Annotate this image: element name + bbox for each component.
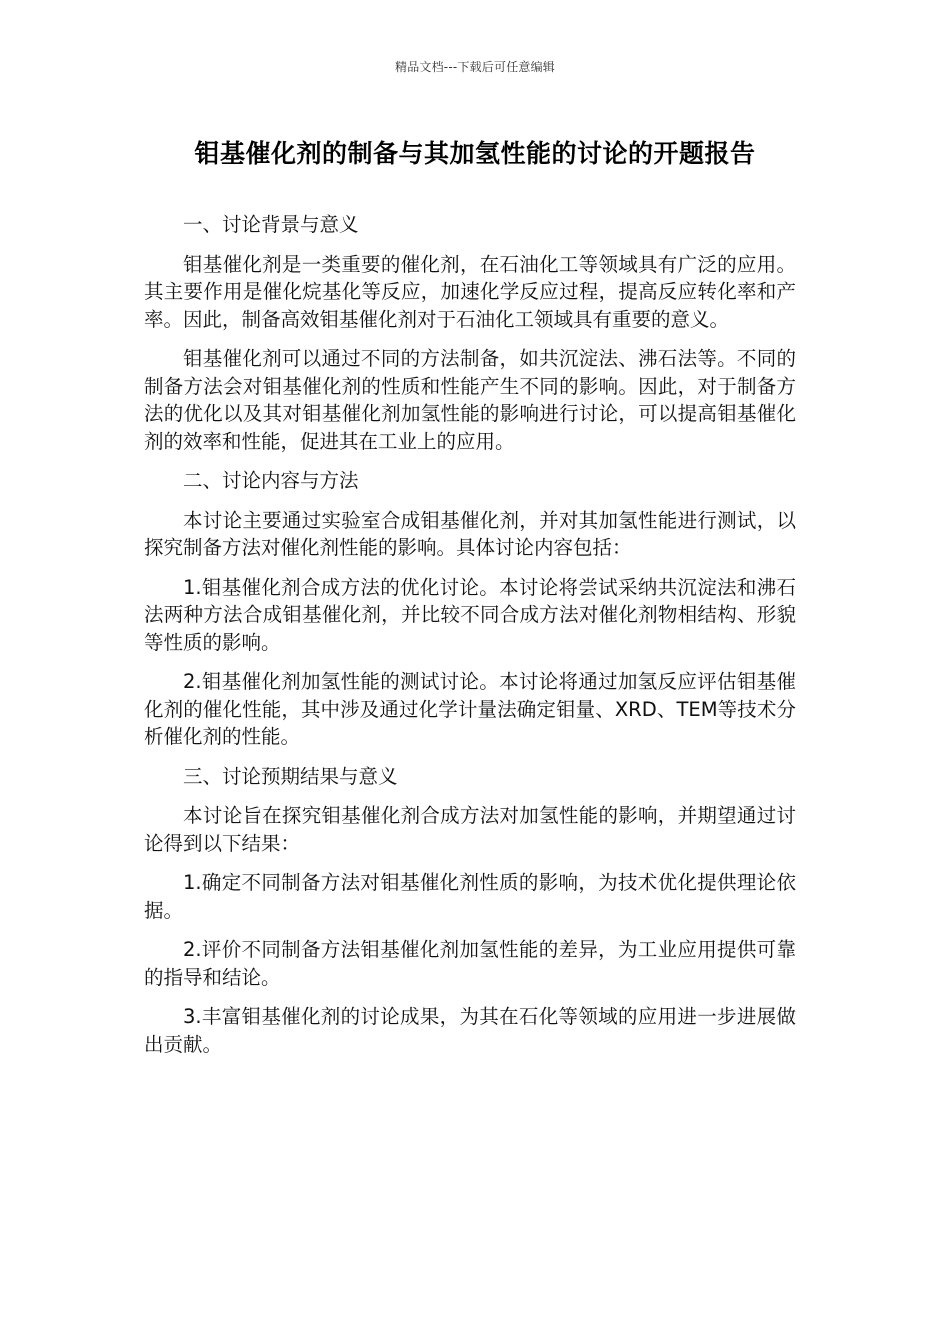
body-paragraph: 本讨论主要通过实验室合成钼基催化剂，并对其加氢性能进行测试，以探究制备方法对催化剂性能的影响。具体讨论内容包括： [144,508,796,559]
section-heading-content-method: 二、讨论内容与方法 [183,469,359,492]
list-item: 2.钼基催化剂加氢性能的测试讨论。本讨论将通过加氢反应评估钼基催化剂的催化性能，其中涉及通过化学计量法确定钼量、XRD、TEM等技术分析催化剂的性能。 [144,670,796,748]
document-body [144,211,796,1070]
body-paragraph: 钼基催化剂可以通过不同的方法制备，如共沉淀法、沸石法等。不同的制备方法会对钼基催化剂的性质和性能产生不同的影响。因此，对于制备方法的优化以及其对钼基催化剂加氢性能的影响进行讨论，可以提高钼基催化剂的效率和性能，促进其在工业上的应用。 [144,347,796,453]
list-item: 1.确定不同制备方法对钼基催化剂性质的影响，为技术优化提供理论依据。 [144,871,796,922]
body-paragraph: 钼基催化剂是一类重要的催化剂，在石油化工等领域具有广泛的应用。其主要作用是催化烷基化等反应，加速化学反应过程，提高反应转化率和产率。因此，制备高效钼基催化剂对于石油化工领域具有重要的意义。 [144,252,796,331]
list-item: 1.钼基催化剂合成方法的优化讨论。本讨论将尝试采纳共沉淀法和沸石法两种方法合成钼基催化剂，并比较不同合成方法对催化剂物相结构、形貌等性质的影响。 [144,575,796,654]
body-paragraph: 本讨论旨在探究钼基催化剂合成方法对加氢性能的影响，并期望通过讨论得到以下结果： [144,804,796,855]
section-heading-expected-results: 三、讨论预期结果与意义 [183,764,398,788]
list-item: 2.评价不同制备方法钼基催化剂加氢性能的差异，为工业应用提供可靠的指导和结论。 [144,938,796,989]
section-heading-background: 一、讨论背景与意义 [183,213,359,236]
header-note: 精品文档---下载后可任意编辑 [395,60,555,74]
document-title: 钼基催化剂的制备与其加氢性能的讨论的开题报告 [194,139,756,168]
list-item: 3.丰富钼基催化剂的讨论成果，为其在石化等领域的应用进一步进展做出贡献。 [144,1005,796,1056]
